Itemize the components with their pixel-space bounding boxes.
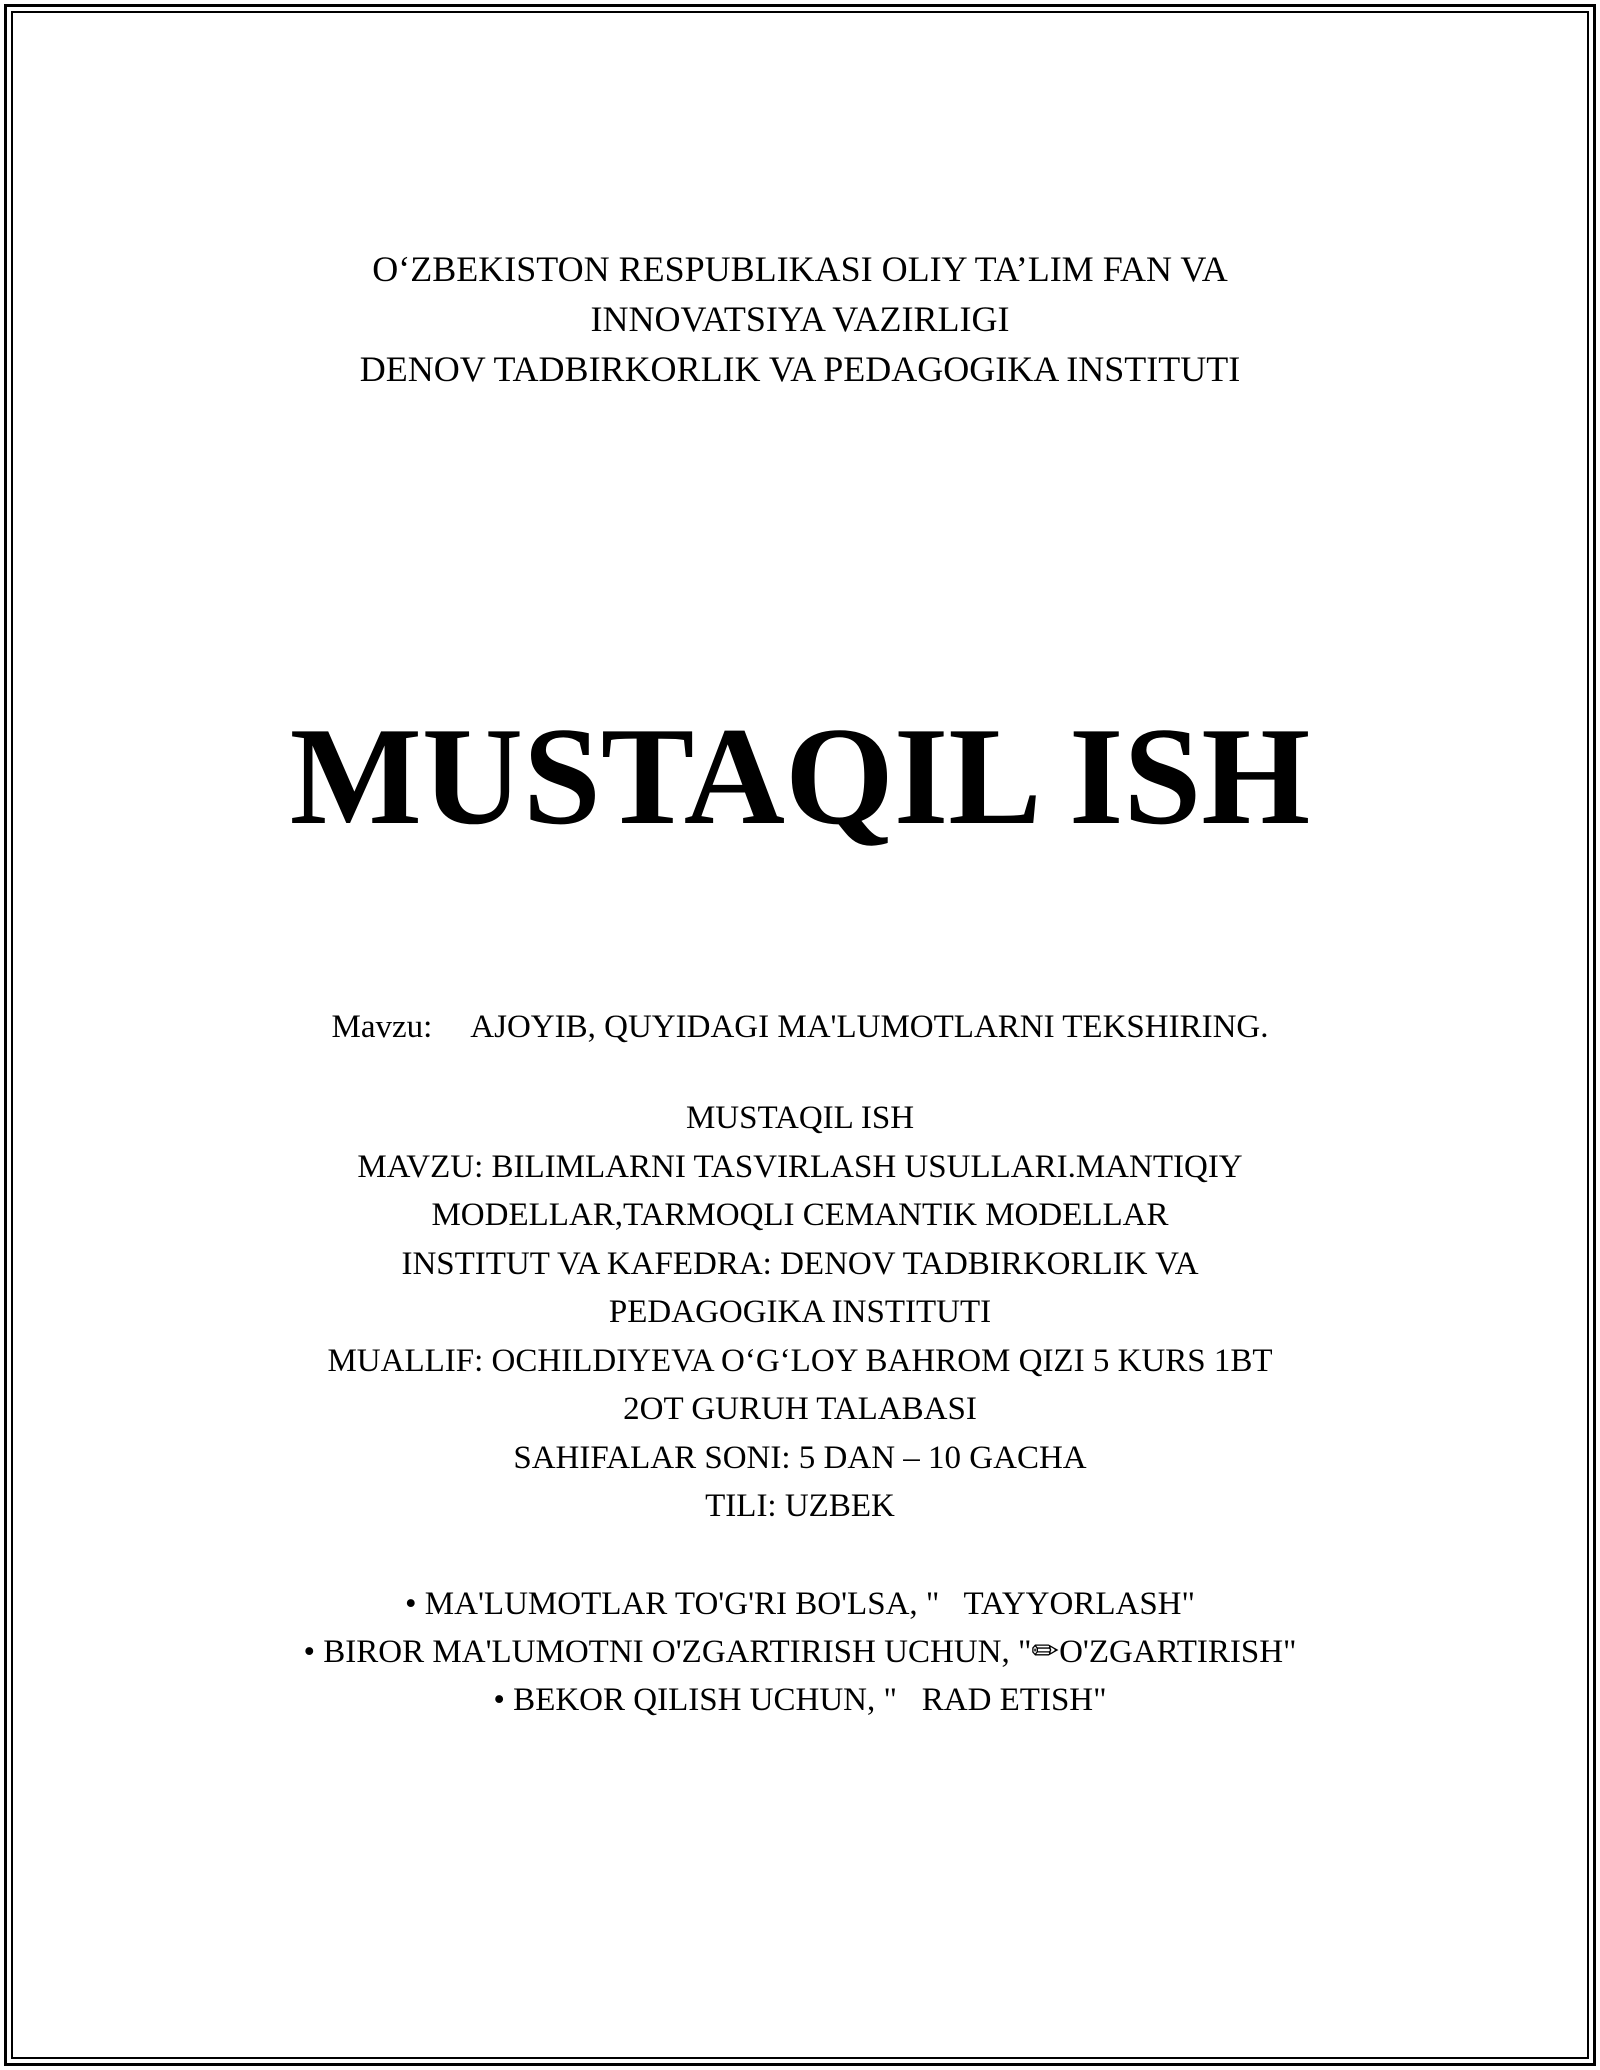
details-line: PEDAGOGIKA INSTITUTI [608, 1294, 992, 1330]
details-line: TILI: UZBEK [705, 1488, 895, 1524]
details-line: INSTITUT VA KAFEDRA: DENOV TADBIRKORLIK VA [401, 1245, 1199, 1282]
details-line: MODELLAR,TARMOQLI CEMANTIK MODELLAR [431, 1197, 1169, 1233]
details-line: MUALLIF: OCHILDIYEVA O‘G‘LOY BAHROM QIZI 5 KURS 1BT [327, 1342, 1273, 1379]
header-block [0, 244, 1600, 394]
details-line: MUSTAQIL ISH [685, 1100, 915, 1136]
details-line: 2OT GURUH TALABASI [623, 1391, 977, 1427]
instruction-item-edit: • BIROR MA'LUMOTNI O'ZGARTIRISH UCHUN, "✏O'ZGARTIRISH" [303, 1634, 1297, 1670]
instructions-list [0, 1580, 1600, 1724]
subject-value: AJOYIB, QUYIDAGI MA'LUMOTLARNI TEKSHIRING. [470, 1009, 1269, 1045]
subject-row [0, 1004, 1600, 1050]
header-ministry-line-2: INNOVATSIYA VAZIRLIGI [590, 299, 1010, 339]
details-block [0, 1094, 1600, 1531]
header-institute-name: DENOV TADBIRKORLIK VA PEDAGOGIKA INSTITUTI [359, 349, 1241, 389]
instruction-item-prepare: • MA'LUMOTLAR TO'G'RI BO'LSA, " TAYYORLASH" [405, 1586, 1195, 1622]
details-line: MAVZU: BILIMLARNI TASVIRLASH USULLARI.MANTIQIY [357, 1148, 1243, 1185]
document-title: MUSTAQIL ISH [289, 699, 1311, 854]
subject-label: Mavzu: [331, 1009, 433, 1045]
details-line: SAHIFALAR SONI: 5 DAN – 10 GACHA [513, 1439, 1087, 1476]
instruction-item-reject: • BEKOR QILISH UCHUN, " RAD ETISH" [493, 1682, 1107, 1718]
header-ministry-line-1: O‘ZBEKISTON RESPUBLIKASI OLIY TA’LIM FAN VA [372, 249, 1228, 289]
